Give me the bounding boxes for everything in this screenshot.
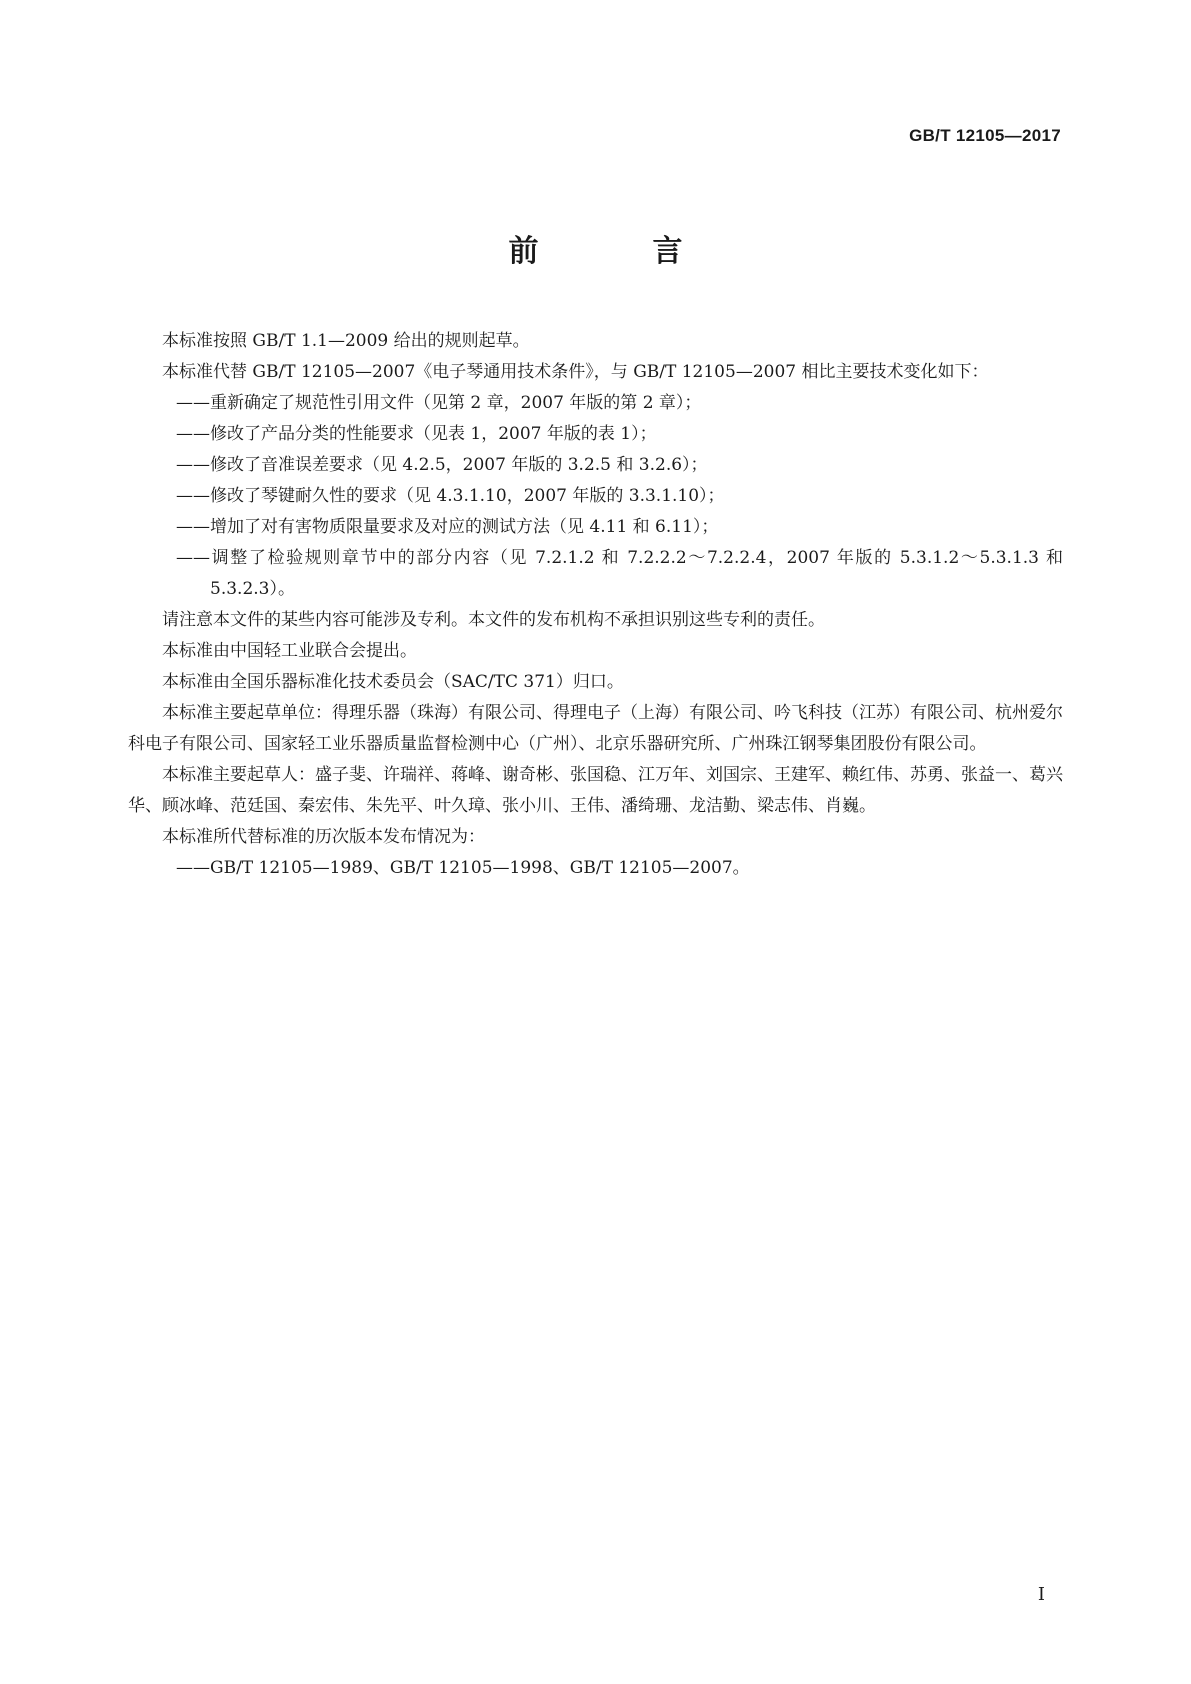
paragraph-committee: 本标准由全国乐器标准化技术委员会（SAC/TC 371）归口。	[162, 672, 624, 692]
change-item: ——调整了检验规则章节中的部分内容（见 7.2.1.2 和 7.2.2.2～7.2.2.4，2007 年版的 5.3.1.2～5.3.1.3 和 5.3.2.3）。	[176, 548, 1063, 599]
change-item: ——增加了对有害物质限量要求及对应的测试方法（见 4.11 和 6.11）；	[176, 517, 719, 537]
paragraph-drafting-rules: 本标准按照 GB/T 1.1—2009 给出的规则起草。	[162, 331, 530, 351]
paragraph-patent-notice: 请注意本文件的某些内容可能涉及专利。本文件的发布机构不承担识别这些专利的责任。	[162, 610, 825, 630]
page-number: I	[1037, 1584, 1045, 1605]
change-item: ——修改了产品分类的性能要求（见表 1，2007 年版的表 1）；	[176, 424, 657, 444]
paragraph-proposer: 本标准由中国轻工业联合会提出。	[162, 641, 417, 661]
foreword-body	[128, 326, 1063, 884]
change-item: ——重新确定了规范性引用文件（见第 2 章，2007 年版的第 2 章）；	[176, 393, 702, 413]
paragraph-drafters: 本标准主要起草人：盛子斐、许瑞祥、蒋峰、谢奇彬、张国稳、江万年、刘国宗、王建军、赖红伟、苏勇、张益一、葛兴华、顾冰峰、范廷国、秦宏伟、朱先平、叶久璋、张小川、王伟、潘绮珊、龙洁勤、梁志伟、肖巍。	[128, 765, 1063, 816]
standard-code: GB/T 12105—2017	[909, 126, 1061, 145]
paragraph-replacement: 本标准代替 GB/T 12105—2007《电子琴通用技术条件》，与 GB/T 12105—2007 相比主要技术变化如下：	[162, 362, 989, 382]
change-item: ——修改了琴键耐久性的要求（见 4.3.1.10，2007 年版的 3.3.1.10）；	[176, 486, 725, 506]
history-item: ——GB/T 12105—1989、GB/T 12105—1998、GB/T 12105—2007。	[176, 858, 750, 878]
paragraph-history-intro: 本标准所代替标准的历次版本发布情况为：	[162, 827, 485, 847]
page-title: 前 言	[508, 234, 725, 269]
paragraph-drafting-units: 本标准主要起草单位：得理乐器（珠海）有限公司、得理电子（上海）有限公司、吟飞科技（江苏）有限公司、杭州爱尔科电子有限公司、国家轻工业乐器质量监督检测中心（广州）、北京乐器研究所、广州珠江钢琴集团股份有限公司。	[128, 703, 1063, 754]
change-item: ——修改了音准误差要求（见 4.2.5，2007 年版的 3.2.5 和 3.2.6）；	[176, 455, 708, 475]
